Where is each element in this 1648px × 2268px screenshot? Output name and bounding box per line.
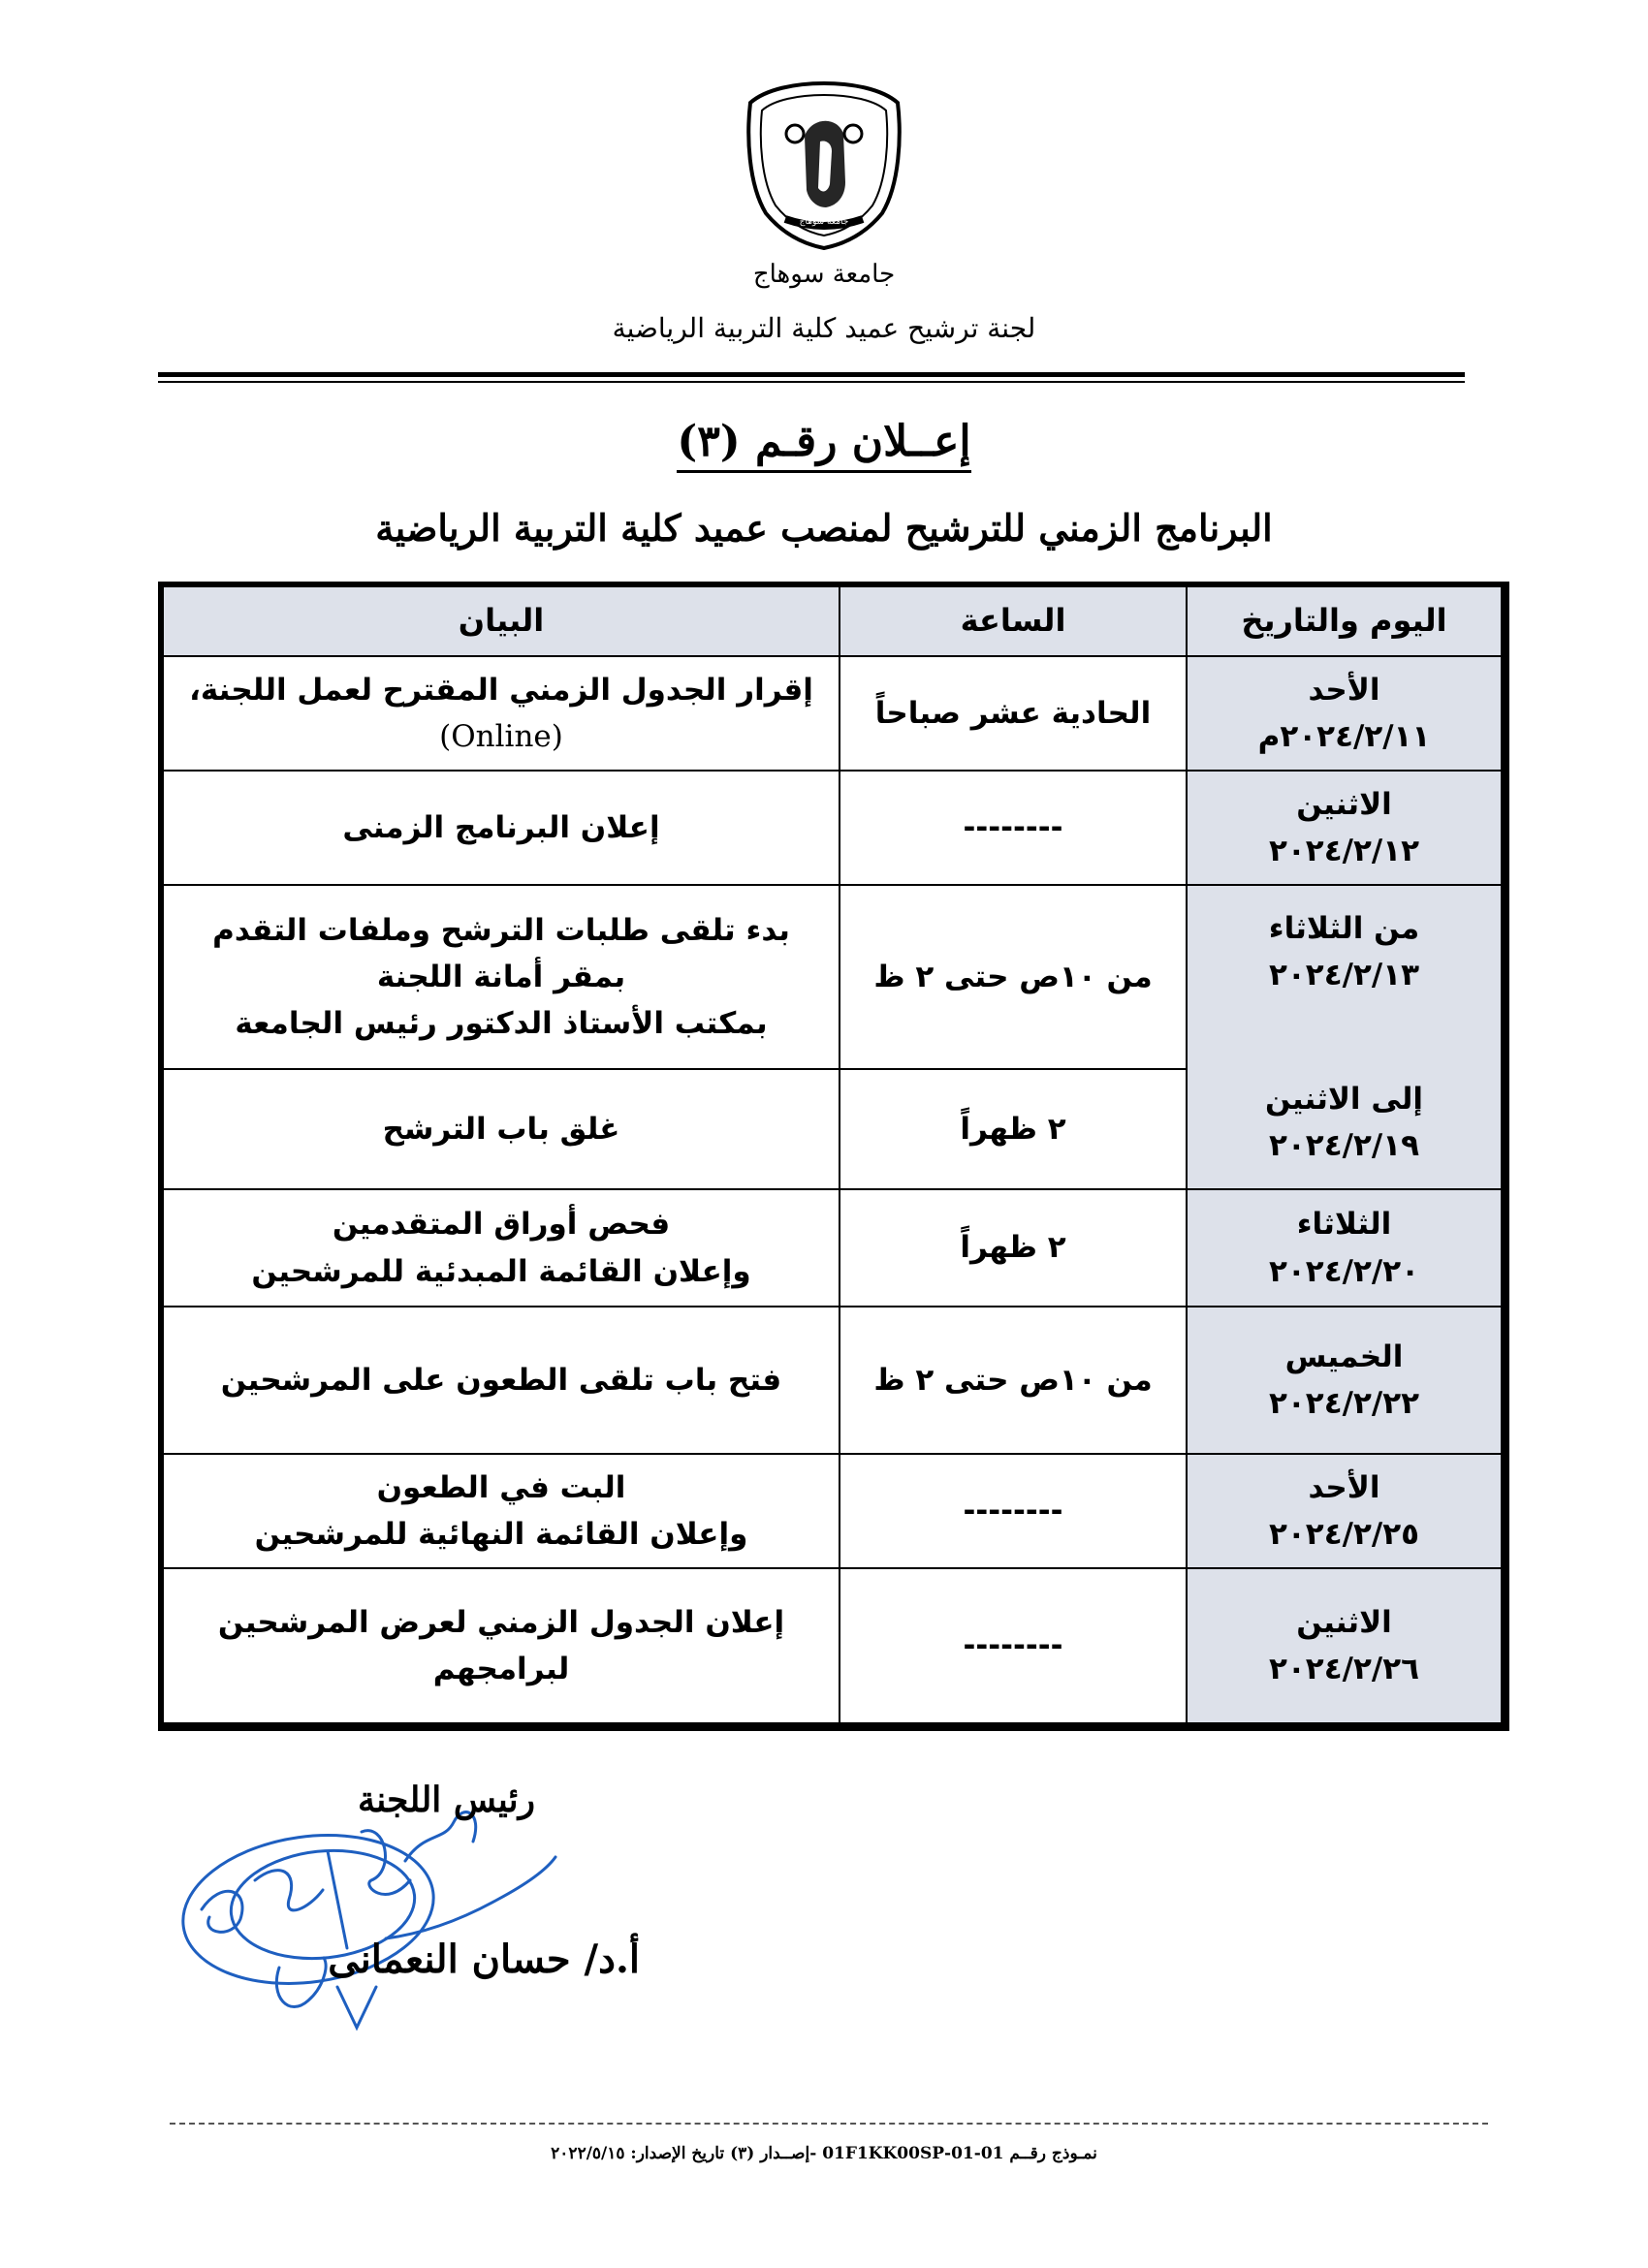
date-label: ٢٠٢٤/٢/١٩ <box>1268 1128 1420 1164</box>
time-cell: -------- <box>840 1454 1187 1568</box>
time-cell: -------- <box>840 1568 1187 1723</box>
day-label: الاثنين <box>1296 1604 1392 1640</box>
day-label: الثلاثاء <box>1296 1207 1392 1243</box>
date-cell <box>1187 656 1502 771</box>
desc-line: وإعلان القائمة النهائية للمرشحين <box>254 1516 748 1552</box>
desc-line: بدء تلقى طلبات الترشح وملفات التقدم <box>212 913 790 949</box>
desc-line: البت في الطعون <box>376 1469 626 1505</box>
date-cell <box>1187 771 1502 885</box>
desc-line: غلق باب الترشح <box>382 1112 620 1148</box>
desc-line: إعلان الجدول الزمني لعرض المرشحين <box>217 1604 785 1640</box>
desc-line: وإعلان القائمة المبدئية للمرشحين <box>251 1253 751 1289</box>
committee-name: لجنة ترشيح عميد كلية التربية الرياضية <box>612 312 1036 344</box>
table-row <box>163 885 1502 1069</box>
date-label: ٢٠٢٤/٢/١١م <box>1257 719 1431 755</box>
desc-cell <box>163 1069 840 1189</box>
time-cell: ٢ ظهراً <box>840 1069 1187 1189</box>
chair-name: أ.د/ حسان النعمانى <box>328 1937 640 1982</box>
time-cell: الحادية عشر صباحاً <box>840 656 1187 771</box>
table-header-row <box>163 586 1502 656</box>
table-row <box>163 1189 1502 1306</box>
day-label: الخميس <box>1284 1339 1404 1374</box>
date-cell <box>1187 885 1502 1189</box>
day-label: من الثلاثاء <box>1268 911 1420 947</box>
header-rule-thick <box>158 372 1465 377</box>
date-label: ٢٠٢٤/٢/١٣ <box>1268 958 1420 993</box>
desc-line: فتح باب تلقى الطعون على المرشحين <box>220 1362 782 1398</box>
desc-line: بمقر أمانة اللجنة <box>376 960 626 995</box>
header-date: اليوم والتاريخ <box>1187 586 1502 656</box>
time-cell: من ١٠ص حتى ٢ ظ <box>840 1307 1187 1454</box>
desc-cell <box>163 1189 840 1306</box>
announcement-label: إعــلان رقـم <box>755 417 971 466</box>
header-desc: البيان <box>163 586 840 656</box>
header-rule-thin <box>158 381 1465 383</box>
desc-line: (Online) <box>439 719 563 755</box>
desc-line: إقرار الجدول الزمني المقترح لعمل اللجنة، <box>189 673 813 708</box>
chair-label: رئيس اللجنة <box>358 1780 535 1820</box>
day-label: الاثنين <box>1296 787 1392 823</box>
time-cell: ٢ ظهراً <box>840 1189 1187 1306</box>
date-cell <box>1187 1454 1502 1568</box>
document-title: البرنامج الزمني للترشيح لمنصب عميد كلية التربية الرياضية <box>375 506 1273 550</box>
desc-cell <box>163 1307 840 1454</box>
table-row <box>163 1307 1502 1454</box>
date-cell <box>1187 1307 1502 1454</box>
desc-cell <box>163 771 840 885</box>
announcement-heading <box>0 417 1648 473</box>
desc-cell <box>163 885 840 1069</box>
desc-cell <box>163 1454 840 1568</box>
desc-cell <box>163 1568 840 1723</box>
desc-cell <box>163 656 840 771</box>
table-row <box>163 1568 1502 1723</box>
table-row <box>163 656 1502 771</box>
footer-form-info: نمـوذج رقــم 01-01-01F1KK00SP -إصــدار (٣) تاريخ الإصدار: ٢٠٢٢/٥/١٥ <box>551 2144 1097 2163</box>
date-cell <box>1187 1568 1502 1723</box>
desc-line: لبرامجهم <box>432 1651 570 1686</box>
desc-line: إعلان البرنامج الزمنى <box>342 810 660 846</box>
announcement-number: (٣) <box>677 417 741 466</box>
university-name: جامعة سوهاج <box>752 260 896 289</box>
schedule-table <box>158 582 1509 1731</box>
header-time: الساعة <box>840 586 1187 656</box>
table-row <box>163 771 1502 885</box>
desc-line: بمكتب الأستاذ الدكتور رئيس الجامعة <box>235 1006 768 1042</box>
day-label: الأحد <box>1308 1469 1380 1505</box>
time-cell: -------- <box>840 771 1187 885</box>
footer-rule <box>170 2123 1488 2125</box>
time-cell: من ١٠ص حتى ٢ ظ <box>840 885 1187 1069</box>
university-seal-icon <box>737 78 911 252</box>
seal-text: جامعة سوهاج <box>799 217 849 227</box>
date-label: ٢٠٢٤/٢/١٢ <box>1268 834 1420 869</box>
table-row <box>163 1454 1502 1568</box>
day-label: الأحد <box>1308 673 1380 708</box>
date-cell <box>1187 1189 1502 1306</box>
day-label: إلى الاثنين <box>1265 1082 1423 1118</box>
date-label: ٢٠٢٤/٢/٢٢ <box>1268 1385 1420 1421</box>
date-label: ٢٠٢٤/٢/٢٥ <box>1268 1516 1420 1552</box>
date-label: ٢٠٢٤/٢/٢٠ <box>1268 1253 1420 1289</box>
desc-line: فحص أوراق المتقدمين <box>332 1207 671 1243</box>
date-label: ٢٠٢٤/٢/٢٦ <box>1268 1651 1420 1686</box>
